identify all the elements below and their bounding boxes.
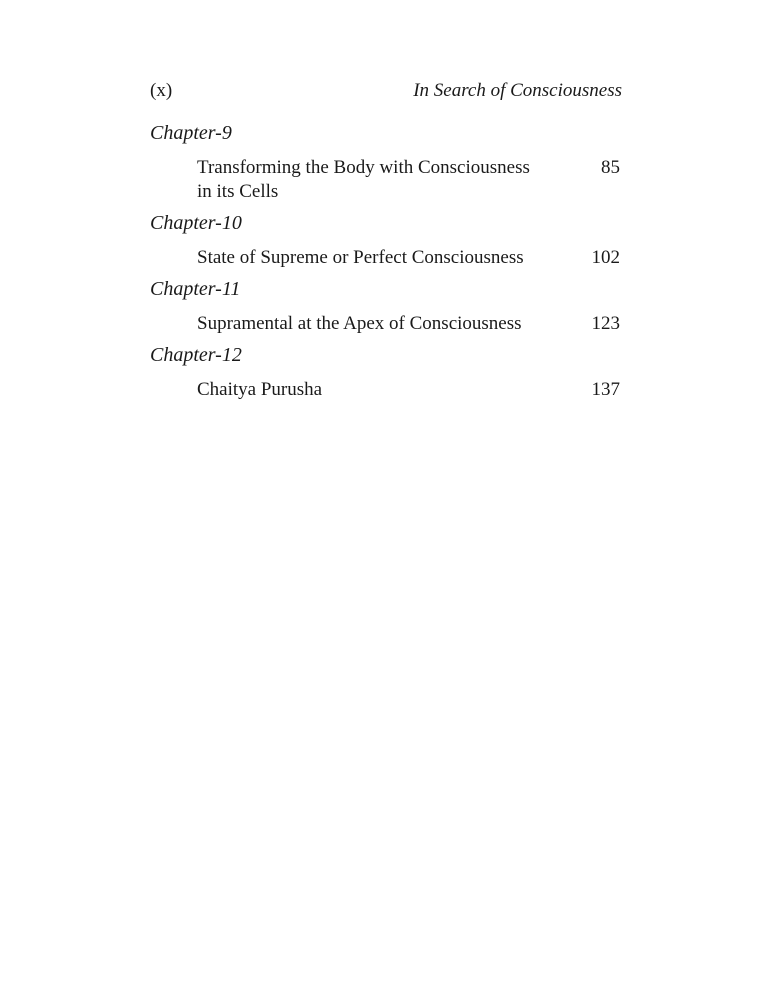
toc-entry: [197, 246, 622, 270]
toc-entry: [197, 156, 622, 204]
page-header: [150, 80, 622, 106]
entry-title-line: Chaitya Purusha: [197, 379, 323, 400]
chapter-heading: Chapter-12: [150, 344, 242, 366]
entry-page-number: 137: [591, 379, 620, 400]
entry-title: [197, 246, 557, 270]
table-of-contents: [150, 120, 622, 408]
entry-title-line: State of Supreme or Perfect Consciousness: [197, 247, 524, 268]
entry-title: [197, 312, 557, 336]
toc-entry: [197, 312, 622, 336]
toc-chapter-11: [150, 276, 622, 336]
page-folio: (x): [150, 80, 173, 101]
entry-title-line: Transforming the Body with Consciousness: [197, 157, 530, 178]
entry-title-line: in its Cells: [197, 181, 279, 202]
toc-chapter-10: [150, 210, 622, 270]
entry-title-line: Supramental at the Apex of Consciousness: [197, 313, 522, 334]
entry-page-number: 123: [591, 313, 620, 334]
toc-chapter-12: [150, 342, 622, 402]
entry-title: [197, 156, 557, 204]
chapter-heading: Chapter-10: [150, 212, 242, 234]
toc-chapter-9: [150, 120, 622, 204]
entry-page-number: 102: [591, 247, 620, 268]
chapter-heading: Chapter-9: [150, 122, 232, 144]
entry-page-number: 85: [601, 157, 620, 178]
entry-title: [197, 378, 557, 402]
chapter-heading: Chapter-11: [150, 278, 241, 300]
running-title: In Search of Consciousness: [413, 80, 622, 101]
toc-entry: [197, 378, 622, 402]
